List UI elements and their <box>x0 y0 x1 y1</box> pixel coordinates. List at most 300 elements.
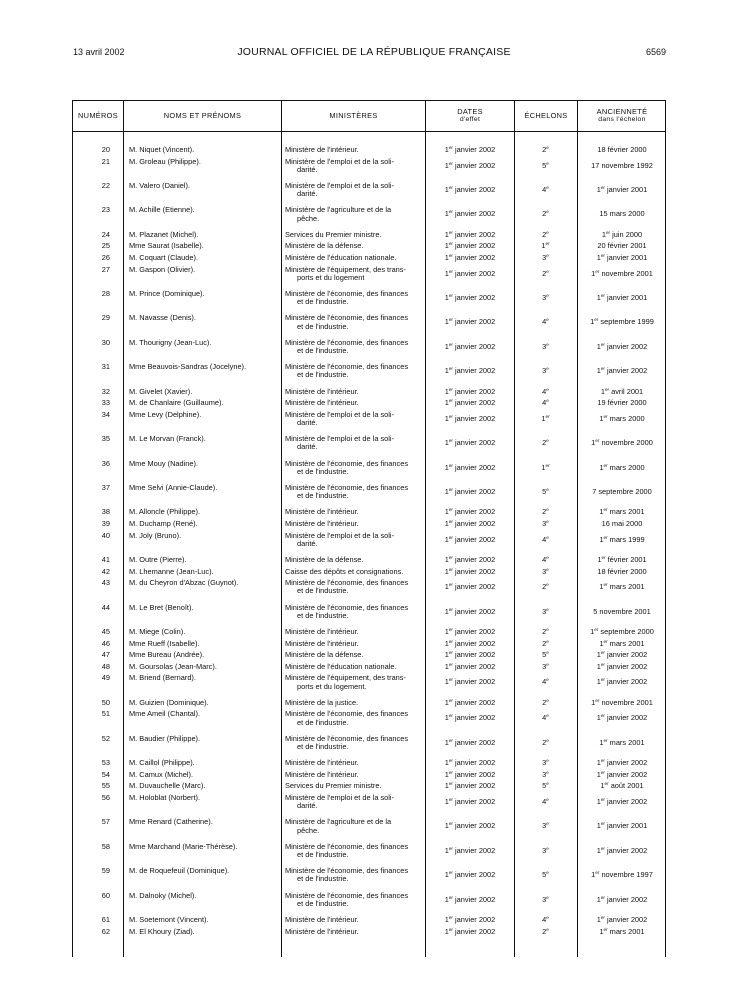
seniority-date: 1er mars 2001 <box>599 638 645 648</box>
person-name: M. Niquet (Vincent). <box>129 145 195 154</box>
row-number: 37 <box>101 483 110 492</box>
seniority-date: 1er mars 2001 <box>599 926 645 936</box>
echelon: 2e <box>542 268 549 278</box>
effective-date: 1er janvier 2002 <box>444 677 496 687</box>
ministry-line: Ministère de l'économie, des finances <box>285 483 409 492</box>
echelon: 3e <box>542 606 549 616</box>
effective-date: 1er janvier 2002 <box>444 507 496 517</box>
effective-date: 1er janvier 2002 <box>444 894 496 904</box>
person-name: M. du Cheyron d'Abzac (Guynot). <box>129 578 239 588</box>
person-name: M. Miege (Colin). <box>129 627 186 636</box>
ministry-line: Ministère de l'emploi et de la soli- <box>285 156 395 166</box>
ministry-line-continued: darité. <box>297 442 318 452</box>
ministry <box>285 818 425 834</box>
echelon: 3e <box>542 293 549 302</box>
person-name: M. de Roquefeuil (Dominique). <box>129 866 230 876</box>
ministry-line-continued: et de l'industrie. <box>297 321 349 331</box>
echelon: 4e <box>542 534 549 544</box>
row-number: 56 <box>101 793 110 802</box>
ministry-line-continued: et de l'industrie. <box>297 717 349 727</box>
ministry <box>285 674 425 690</box>
ministry-line: Ministère de l'intérieur. <box>285 769 359 779</box>
column-divider <box>281 101 282 957</box>
echelon: 2e <box>542 737 549 747</box>
effective-date: 1er janvier 2002 <box>444 821 496 831</box>
ministry-line-continued: et de l'industrie. <box>297 874 349 884</box>
seniority-date: 18 février 2000 <box>597 145 647 154</box>
ministry <box>285 254 425 262</box>
echelon: 3e <box>542 769 549 779</box>
echelon: 4e <box>542 915 549 924</box>
echelon: 2e <box>542 926 549 936</box>
ministry-line-continued: et de l'industrie. <box>297 586 349 596</box>
effective-date: 1er janvier 2002 <box>444 534 496 544</box>
person-name: M. Guizien (Dominique). <box>129 697 209 707</box>
ministry-line: Ministère de l'emploi et de la soli- <box>285 181 395 190</box>
person-name: M. Plazanet (Michel). <box>129 229 199 239</box>
ministry <box>285 759 425 767</box>
echelon: 2e <box>542 145 549 154</box>
effective-date: 1er janvier 2002 <box>444 293 496 302</box>
person-name: M. Alloncle (Philippe). <box>129 507 201 517</box>
person-name: Mme Saurat (Isabelle). <box>129 241 204 251</box>
ministry <box>285 266 425 282</box>
ministry <box>285 314 425 330</box>
effective-date: 1er janvier 2002 <box>444 185 496 194</box>
person-name: M. Joly (Bruno). <box>129 530 182 540</box>
ministry-line: Ministère de l'économie, des finances <box>285 709 409 719</box>
ministry <box>285 532 425 548</box>
row-number: 20 <box>101 145 110 154</box>
ministry <box>285 388 425 396</box>
ministry-line: Ministère de l'intérieur. <box>285 386 359 396</box>
row-number: 62 <box>101 926 110 936</box>
ministry <box>285 206 425 222</box>
effective-date: 1er janvier 2002 <box>444 229 496 239</box>
ministry-line: Ministère de l'économie, des finances <box>285 313 409 323</box>
ministry <box>285 843 425 859</box>
person-name: M. Camux (Michel). <box>129 769 194 779</box>
row-number: 42 <box>101 566 110 576</box>
effective-date: 1er janvier 2002 <box>444 582 496 592</box>
ministry <box>285 604 425 620</box>
row-number: 32 <box>101 386 110 396</box>
effective-date: 1er janvier 2002 <box>444 519 496 528</box>
seniority-date: 1er janvier 2001 <box>596 185 648 194</box>
person-name: Mme Marchand (Marie-Thérèse). <box>129 841 238 851</box>
col-header-anciennete-line1: ANCIENNETÉ <box>596 107 648 116</box>
col-header-dates-line2: d'effet <box>459 116 481 123</box>
page-header <box>0 0 748 60</box>
echelon: 3e <box>542 366 549 376</box>
row-number: 46 <box>101 638 110 648</box>
effective-date: 1er janvier 2002 <box>444 566 496 576</box>
seniority-date: 1er mars 2000 <box>599 462 645 472</box>
person-name: M. Le Morvan (Franck). <box>129 434 206 444</box>
ministry <box>285 520 425 528</box>
effective-date: 1er janvier 2002 <box>444 638 496 648</box>
person-name: M. Goursolas (Jean-Marc). <box>129 661 217 671</box>
ministry <box>285 916 425 924</box>
effective-date: 1er janvier 2002 <box>444 769 496 779</box>
person-name: M. El Khoury (Ziad). <box>129 926 195 936</box>
person-name: M. Caillol (Philippe). <box>129 758 195 768</box>
seniority-date: 1er janvier 2002 <box>596 341 648 351</box>
row-number: 31 <box>101 362 110 372</box>
effective-date: 1er janvier 2002 <box>444 145 496 154</box>
ministry-line: Ministère de l'économie, des finances <box>285 602 409 612</box>
person-name: M. Valero (Daniel). <box>129 181 191 190</box>
echelon: 2e <box>542 697 549 707</box>
ministry-line: Ministère de l'emploi et de la soli- <box>285 434 395 444</box>
echelon: 2e <box>542 627 549 636</box>
ministry <box>285 484 425 500</box>
echelon: 1er <box>541 462 550 472</box>
seniority-date: 17 novembre 1992 <box>591 160 653 170</box>
person-name: Mme Renard (Catherine). <box>129 817 213 827</box>
ministry-line: Ministère de l'équipement, des trans- <box>285 673 406 683</box>
echelon: 3e <box>542 894 549 904</box>
col-header-noms: NOMS ET PRÉNOMS <box>163 111 242 120</box>
ministry <box>285 399 425 407</box>
ministry-line-continued: et de l'industrie. <box>297 370 349 380</box>
ministry-line-continued: et de l'industrie. <box>297 742 349 751</box>
effective-date: 1er janvier 2002 <box>444 627 496 636</box>
ministry <box>285 699 425 707</box>
person-name: M. Navasse (Denis). <box>129 313 196 323</box>
seniority-date: 1er juin 2000 <box>601 229 643 239</box>
person-name: M. de Chanlaire (Guillaume). <box>129 398 224 408</box>
person-name: M. Duchamp (René). <box>129 519 198 528</box>
row-number: 49 <box>101 673 110 683</box>
seniority-date: 1er janvier 2002 <box>596 894 648 904</box>
seniority-date: 1er novembre 1997 <box>591 870 653 880</box>
seniority-date: 1er novembre 2001 <box>591 697 653 707</box>
echelon: 4e <box>542 713 549 723</box>
effective-date: 1er janvier 2002 <box>444 697 496 707</box>
echelon: 3e <box>542 661 549 671</box>
row-number: 50 <box>101 697 110 707</box>
seniority-date: 1er mars 2001 <box>599 582 645 592</box>
person-name: Mme Rueff (Isabelle). <box>129 638 200 648</box>
ministry-line: Caisse des dépôts et consignations. <box>285 566 404 576</box>
echelon: 3e <box>542 845 549 855</box>
ministry-line: Ministère de la défense. <box>285 241 364 251</box>
col-header-echelons: ÉCHELONS <box>524 111 568 120</box>
person-name: M. Baudier (Philippe). <box>129 733 201 743</box>
ministry-line: Ministère de l'agriculture et de la <box>285 205 392 215</box>
effective-date: 1er janvier 2002 <box>444 606 496 616</box>
ministry <box>285 290 425 306</box>
row-number: 29 <box>101 313 110 323</box>
echelon: 3e <box>542 519 549 528</box>
ministry-line: Ministère de l'économie, des finances <box>285 841 409 851</box>
echelon: 4e <box>542 555 549 564</box>
ministry <box>285 579 425 595</box>
row-number: 38 <box>101 507 110 517</box>
effective-date: 1er janvier 2002 <box>444 160 496 170</box>
ministry <box>285 411 425 427</box>
ministry-line: Ministère de l'intérieur. <box>285 145 359 154</box>
ministry-line-continued: darité. <box>297 538 318 548</box>
row-number: 61 <box>101 915 110 924</box>
row-number: 23 <box>101 205 110 215</box>
seniority-date: 1er août 2001 <box>600 781 644 791</box>
echelon: 3e <box>542 821 549 831</box>
ministry-line-continued: et de l'industrie. <box>297 297 349 307</box>
person-name: M. Achille (Etienne). <box>129 205 195 215</box>
ministry-line: Ministère de l'économie, des finances <box>285 289 409 298</box>
row-number: 45 <box>101 627 110 636</box>
row-number: 34 <box>101 409 110 419</box>
echelon: 4e <box>542 185 549 194</box>
ministry-line: Ministère de l'économie, des finances <box>285 733 409 743</box>
ministry <box>285 568 425 576</box>
row-number: 54 <box>101 769 110 779</box>
seniority-date: 1er janvier 2001 <box>596 821 648 831</box>
seniority-date: 19 février 2000 <box>597 398 647 408</box>
row-number: 26 <box>101 253 110 262</box>
effective-date: 1er janvier 2002 <box>444 797 496 806</box>
echelon: 4e <box>542 386 549 396</box>
seniority-date: 18 février 2000 <box>597 566 647 576</box>
col-header-dates <box>426 101 514 131</box>
ministry-line-continued: et de l'industrie. <box>297 850 349 859</box>
ministry-line: Ministère de l'économie, des finances <box>285 337 409 347</box>
person-name: Mme Beauvois-Sandras (Jocelyne). <box>129 362 247 372</box>
ministry <box>285 435 425 451</box>
person-name: M. Outre (Pierre). <box>129 555 187 564</box>
row-number: 52 <box>101 733 110 743</box>
echelon: 2e <box>542 507 549 517</box>
person-name: Mme Bureau (Andrée). <box>129 650 205 660</box>
effective-date: 1er janvier 2002 <box>444 413 496 423</box>
ministry-line: Ministère de la justice. <box>285 697 359 707</box>
ministry-line-continued: darité. <box>297 164 318 174</box>
col-header-ministeres: MINISTÈRES <box>329 111 378 120</box>
ministry <box>285 928 425 936</box>
echelon: 2e <box>542 229 549 239</box>
echelon: 3e <box>542 341 549 351</box>
row-number: 24 <box>101 229 110 239</box>
person-name: M. Briend (Bernard). <box>129 673 196 683</box>
ministry <box>285 867 425 883</box>
row-number: 39 <box>101 519 110 528</box>
effective-date: 1er janvier 2002 <box>444 398 496 408</box>
ministry-line-continued: darité. <box>297 418 318 427</box>
ministry <box>285 892 425 908</box>
ministry <box>285 782 425 790</box>
ministry <box>285 231 425 239</box>
row-number: 51 <box>101 709 110 719</box>
person-name: M. Holoblat (Norbert). <box>129 793 201 802</box>
row-number: 33 <box>101 398 110 408</box>
row-number: 40 <box>101 530 110 540</box>
ministry-line: Ministère de l'économie, des finances <box>285 362 409 372</box>
column-divider <box>123 101 124 957</box>
effective-date: 1er janvier 2002 <box>444 555 496 564</box>
ministry <box>285 735 425 751</box>
effective-date: 1er janvier 2002 <box>444 713 496 723</box>
ministry-line: Ministère de l'éducation nationale. <box>285 661 397 671</box>
seniority-date: 1er février 2001 <box>597 555 647 564</box>
person-name: M. Lhemanne (Jean-Luc). <box>129 566 214 576</box>
echelon: 5e <box>542 781 549 791</box>
person-name: M. Duvauchelle (Marc). <box>129 781 206 791</box>
person-name: M. Thourigny (Jean-Luc). <box>129 337 212 347</box>
effective-date: 1er janvier 2002 <box>444 870 496 880</box>
ministry-line: Ministère de l'agriculture et de la <box>285 817 392 827</box>
row-number: 30 <box>101 337 110 347</box>
person-name: M. Prince (Dominique). <box>129 289 205 298</box>
seniority-date: 1er mars 2001 <box>599 737 645 747</box>
echelon: 2e <box>542 638 549 648</box>
seniority-date: 1er janvier 2002 <box>596 366 648 376</box>
ministry <box>285 651 425 659</box>
person-name: M. Soetemont (Vincent). <box>129 915 209 924</box>
ministry-line-continued: darité. <box>297 189 318 199</box>
ministry-line: Services du Premier ministre. <box>285 781 382 791</box>
ministry-line: Ministère de l'économie, des finances <box>285 866 409 876</box>
person-name: Mme Selvi (Annie-Claude). <box>129 483 218 492</box>
echelon: 5e <box>542 487 549 496</box>
ministry-line: Ministère de l'intérieur. <box>285 627 359 636</box>
effective-date: 1er janvier 2002 <box>444 209 496 219</box>
person-name: M. Coquart (Claude). <box>129 253 199 262</box>
ministry <box>285 508 425 516</box>
effective-date: 1er janvier 2002 <box>444 737 496 747</box>
seniority-date: 1er novembre 2000 <box>591 438 653 448</box>
ministry <box>285 339 425 355</box>
seniority-date: 1er janvier 2002 <box>596 677 648 687</box>
row-number: 25 <box>101 241 110 251</box>
effective-date: 1er janvier 2002 <box>444 926 496 936</box>
ministry <box>285 771 425 779</box>
seniority-date: 1er janvier 2001 <box>596 293 648 302</box>
ministry-line: Ministère de l'emploi et de la soli- <box>285 409 395 419</box>
ministry-line-continued: ports et du logement <box>297 272 365 282</box>
ministry <box>285 556 425 564</box>
echelon: 1er <box>541 241 550 251</box>
ministry-line-continued: et de l'industrie. <box>297 346 349 355</box>
echelon: 5e <box>542 650 549 660</box>
ministry-line: Ministère de l'intérieur. <box>285 519 359 528</box>
effective-date: 1er janvier 2002 <box>444 386 496 396</box>
effective-date: 1er janvier 2002 <box>444 462 496 472</box>
effective-date: 1er janvier 2002 <box>444 253 496 262</box>
ministry-line-continued: pêche. <box>297 213 320 223</box>
effective-date: 1er janvier 2002 <box>444 317 496 327</box>
seniority-date: 20 février 2001 <box>597 241 647 251</box>
row-number: 55 <box>101 781 110 791</box>
effective-date: 1er janvier 2002 <box>444 915 496 924</box>
column-divider <box>425 101 426 957</box>
echelon: 3e <box>542 566 549 576</box>
col-header-anciennete-line2: dans l'échelon <box>598 116 646 123</box>
echelon: 2e <box>542 438 549 448</box>
ministry-line: Ministère de la défense. <box>285 555 364 564</box>
ministry <box>285 363 425 379</box>
ministry <box>285 158 425 174</box>
person-name: Mme Ameil (Chantal). <box>129 709 201 719</box>
seniority-date: 1er novembre 2001 <box>591 268 653 278</box>
echelon: 4e <box>542 797 549 806</box>
row-number: 59 <box>101 866 110 876</box>
ministry-line: Ministère de l'équipement, des trans- <box>285 264 406 274</box>
ministry <box>285 182 425 198</box>
ministry-line-continued: pêche. <box>297 825 320 835</box>
ministry-line: Ministère de la défense. <box>285 650 364 660</box>
ministry-line-continued: et de l'industrie. <box>297 491 349 501</box>
ministry-line-continued: et de l'industrie. <box>297 610 349 620</box>
person-name: M. Gaspon (Olivier). <box>129 264 196 274</box>
effective-date: 1er janvier 2002 <box>444 241 496 251</box>
ministry-line-continued: et de l'industrie. <box>297 466 349 476</box>
seniority-date: 1er janvier 2001 <box>596 253 648 262</box>
ministry-line: Ministère de l'intérieur. <box>285 398 359 408</box>
ministry-line: Ministère de l'économie, des finances <box>285 890 409 900</box>
seniority-date: 1er janvier 2002 <box>596 797 648 806</box>
seniority-date: 1er mars 2000 <box>599 413 645 423</box>
ministry <box>285 663 425 671</box>
seniority-date: 16 mai 2000 <box>601 519 643 528</box>
seniority-date: 1er janvier 2002 <box>596 769 648 779</box>
ministry-line: Ministère de l'intérieur. <box>285 507 359 517</box>
ministry-line: Ministère de l'intérieur. <box>285 638 359 648</box>
seniority-date: 1er janvier 2002 <box>596 661 648 671</box>
seniority-date: 1er janvier 2002 <box>596 713 648 723</box>
seniority-date: 1er avril 2001 <box>600 386 644 396</box>
row-number: 36 <box>101 458 110 468</box>
ministry <box>285 640 425 648</box>
seniority-date: 1er janvier 2002 <box>596 845 648 855</box>
echelon: 1er <box>541 413 550 423</box>
person-name: Mme Mouy (Nadine). <box>129 458 198 468</box>
col-header-anciennete <box>578 101 666 131</box>
echelon: 2e <box>542 209 549 219</box>
effective-date: 1er janvier 2002 <box>444 661 496 671</box>
effective-date: 1er janvier 2002 <box>444 650 496 660</box>
ministry-line: Ministère de l'éducation nationale. <box>285 253 397 262</box>
echelon: 4e <box>542 677 549 687</box>
ministry-line-continued: darité. <box>297 801 318 811</box>
ministry-line: Ministère de l'économie, des finances <box>285 458 409 468</box>
effective-date: 1er janvier 2002 <box>444 781 496 791</box>
echelon: 2e <box>542 582 549 592</box>
row-number: 47 <box>101 650 110 660</box>
seniority-date: 7 septembre 2000 <box>592 487 652 496</box>
row-number: 44 <box>101 602 110 612</box>
echelon: 4e <box>542 317 549 327</box>
ministry <box>285 710 425 726</box>
ministry <box>285 628 425 636</box>
effective-date: 1er janvier 2002 <box>444 758 496 768</box>
ministry-line-continued: ports et du logement. <box>297 681 367 691</box>
row-number: 35 <box>101 434 110 444</box>
person-name: M. Le Bret (Benoît). <box>129 602 194 612</box>
echelon: 3e <box>542 758 549 768</box>
promotions-table <box>72 100 666 957</box>
person-name: M. Dalnoky (Michel). <box>129 890 197 900</box>
person-name: Mme Levy (Delphine). <box>129 409 202 419</box>
seniority-date: 5 novembre 2001 <box>593 606 651 616</box>
ministry-line: Ministère de l'intérieur. <box>285 758 359 768</box>
col-header-dates-line1: DATES <box>457 107 483 116</box>
ministry-line: Ministère de l'économie, des finances <box>285 578 409 588</box>
ministry-line-continued: et de l'industrie. <box>297 898 349 908</box>
effective-date: 1er janvier 2002 <box>444 268 496 278</box>
ministry-line: Ministère de l'emploi et de la soli- <box>285 530 395 540</box>
